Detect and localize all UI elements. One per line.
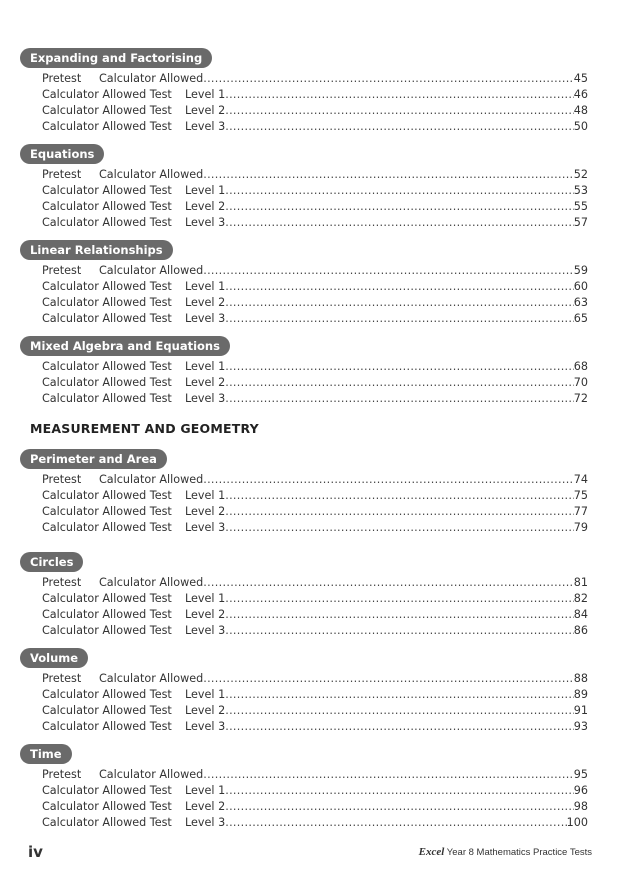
page-number-ref: 65 bbox=[573, 312, 588, 325]
dot-leader bbox=[225, 687, 574, 703]
dot-leader bbox=[203, 167, 574, 183]
dot-leader bbox=[225, 719, 574, 735]
entry-level: Calculator Allowed bbox=[99, 576, 204, 589]
entry-level: Calculator Allowed bbox=[99, 473, 204, 486]
page-number-ref: 89 bbox=[573, 688, 588, 701]
dot-leader bbox=[225, 488, 574, 504]
toc-entry[interactable] bbox=[42, 87, 588, 103]
toc-entry[interactable] bbox=[42, 783, 588, 799]
entry-type: Calculator Allowed Test bbox=[42, 704, 172, 717]
toc-entry[interactable] bbox=[42, 488, 588, 504]
toc-entry[interactable] bbox=[42, 520, 588, 536]
toc-entry[interactable] bbox=[42, 623, 588, 639]
dot-leader bbox=[225, 295, 574, 311]
entry-type: Calculator Allowed Test bbox=[42, 280, 172, 293]
dot-leader bbox=[203, 71, 574, 87]
dot-leader bbox=[225, 103, 574, 119]
dot-leader bbox=[225, 215, 574, 231]
entry-type: Calculator Allowed Test bbox=[42, 184, 172, 197]
entry-type: Pretest bbox=[42, 768, 82, 781]
page-number-ref: 93 bbox=[573, 720, 588, 733]
dot-leader bbox=[225, 199, 574, 215]
entry-level: Calculator Allowed bbox=[99, 168, 204, 181]
section-title: Expanding and Factorising bbox=[20, 48, 212, 68]
entry-level: Calculator Allowed bbox=[99, 72, 204, 85]
entry-type: Calculator Allowed Test bbox=[42, 505, 172, 518]
toc-entry[interactable] bbox=[42, 799, 588, 815]
entry-level: Level 1 bbox=[185, 688, 226, 701]
page-number-ref: 84 bbox=[573, 608, 588, 621]
entry-type: Calculator Allowed Test bbox=[42, 376, 172, 389]
dot-leader bbox=[225, 504, 574, 520]
entry-type: Pretest bbox=[42, 168, 82, 181]
page-number-ref: 100 bbox=[566, 816, 588, 829]
toc-entry[interactable] bbox=[42, 71, 588, 87]
entry-type: Calculator Allowed Test bbox=[42, 592, 172, 605]
dot-leader bbox=[225, 591, 574, 607]
toc-entry[interactable] bbox=[42, 295, 588, 311]
dot-leader bbox=[225, 607, 574, 623]
page-number-ref: 74 bbox=[573, 473, 588, 486]
dot-leader bbox=[225, 279, 574, 295]
dot-leader bbox=[203, 263, 574, 279]
toc-entry[interactable] bbox=[42, 687, 588, 703]
toc-entry[interactable] bbox=[42, 575, 588, 591]
entry-type: Pretest bbox=[42, 672, 82, 685]
toc-entry[interactable] bbox=[42, 703, 588, 719]
dot-leader bbox=[203, 472, 574, 488]
book-title: Year 8 Mathematics Practice Tests bbox=[446, 847, 592, 858]
dot-leader bbox=[203, 575, 574, 591]
toc-entry[interactable] bbox=[42, 719, 588, 735]
toc-entry[interactable] bbox=[42, 215, 588, 231]
toc-entry[interactable] bbox=[42, 391, 588, 407]
section-title: Linear Relationships bbox=[20, 240, 173, 260]
entry-type: Calculator Allowed Test bbox=[42, 688, 172, 701]
page-number-ref: 70 bbox=[573, 376, 588, 389]
entry-level: Calculator Allowed bbox=[99, 768, 204, 781]
entry-level: Level 3 bbox=[185, 120, 226, 133]
dot-leader bbox=[225, 375, 574, 391]
entry-level: Calculator Allowed bbox=[99, 672, 204, 685]
section-title: Circles bbox=[20, 552, 83, 572]
entry-type: Calculator Allowed Test bbox=[42, 120, 172, 133]
entry-level: Level 1 bbox=[185, 489, 226, 502]
dot-leader bbox=[225, 783, 574, 799]
page-number-ref: 48 bbox=[573, 104, 588, 117]
entry-level: Level 2 bbox=[185, 104, 226, 117]
dot-leader bbox=[225, 119, 574, 135]
entry-level: Level 1 bbox=[185, 592, 226, 605]
entry-level: Level 3 bbox=[185, 624, 226, 637]
entry-level: Level 2 bbox=[185, 296, 226, 309]
dot-leader bbox=[225, 799, 574, 815]
section-title: Equations bbox=[20, 144, 104, 164]
entry-type: Calculator Allowed Test bbox=[42, 392, 172, 405]
entry-type: Pretest bbox=[42, 576, 82, 589]
toc-entry[interactable] bbox=[42, 263, 588, 279]
dot-leader bbox=[225, 183, 574, 199]
page-number-ref: 95 bbox=[573, 768, 588, 781]
entry-level: Level 2 bbox=[185, 200, 226, 213]
toc-entry[interactable] bbox=[42, 591, 588, 607]
entry-level: Level 3 bbox=[185, 720, 226, 733]
toc-entry[interactable] bbox=[42, 671, 588, 687]
section-title: Volume bbox=[20, 648, 88, 668]
entry-level: Level 2 bbox=[185, 608, 226, 621]
dot-leader bbox=[203, 767, 574, 783]
entry-type: Calculator Allowed Test bbox=[42, 200, 172, 213]
page-number-ref: 79 bbox=[573, 521, 588, 534]
section-title: Mixed Algebra and Equations bbox=[20, 336, 230, 356]
entry-level: Level 2 bbox=[185, 505, 226, 518]
entry-level: Level 3 bbox=[185, 816, 226, 829]
toc-entry[interactable] bbox=[42, 167, 588, 183]
page-number-ref: 75 bbox=[573, 489, 588, 502]
dot-leader bbox=[225, 359, 574, 375]
page-number-ref: 50 bbox=[573, 120, 588, 133]
entry-type: Calculator Allowed Test bbox=[42, 816, 172, 829]
toc-entry[interactable] bbox=[42, 279, 588, 295]
toc-entry[interactable] bbox=[42, 359, 588, 375]
page-number-ref: 55 bbox=[573, 200, 588, 213]
dot-leader bbox=[203, 671, 574, 687]
toc-entry[interactable] bbox=[42, 311, 588, 327]
entry-level: Calculator Allowed bbox=[99, 264, 204, 277]
strand-heading: MEASUREMENT AND GEOMETRY bbox=[30, 421, 259, 436]
dot-leader bbox=[225, 815, 566, 831]
running-footer bbox=[419, 846, 592, 858]
page-number-ref: 96 bbox=[573, 784, 588, 797]
page-number-ref: 88 bbox=[573, 672, 588, 685]
entry-type: Pretest bbox=[42, 72, 82, 85]
page-number-ref: 45 bbox=[573, 72, 588, 85]
entry-type: Calculator Allowed Test bbox=[42, 216, 172, 229]
toc-entry[interactable] bbox=[42, 103, 588, 119]
page-number-ref: 60 bbox=[573, 280, 588, 293]
entry-type: Calculator Allowed Test bbox=[42, 608, 172, 621]
page-number-ref: 68 bbox=[573, 360, 588, 373]
dot-leader bbox=[225, 520, 574, 536]
dot-leader bbox=[225, 623, 574, 639]
entry-type: Calculator Allowed Test bbox=[42, 489, 172, 502]
toc-entry[interactable] bbox=[42, 767, 588, 783]
entry-level: Level 2 bbox=[185, 800, 226, 813]
entry-type: Calculator Allowed Test bbox=[42, 624, 172, 637]
entry-type: Pretest bbox=[42, 264, 82, 277]
entry-type: Calculator Allowed Test bbox=[42, 360, 172, 373]
entry-level: Level 3 bbox=[185, 312, 226, 325]
entry-type: Calculator Allowed Test bbox=[42, 720, 172, 733]
page-number-ref: 82 bbox=[573, 592, 588, 605]
entry-level: Level 2 bbox=[185, 376, 226, 389]
entry-level: Level 1 bbox=[185, 184, 226, 197]
entry-type: Calculator Allowed Test bbox=[42, 521, 172, 534]
page-number-ref: 63 bbox=[573, 296, 588, 309]
toc-entry[interactable] bbox=[42, 472, 588, 488]
page-number-ref: 98 bbox=[573, 800, 588, 813]
page-number-ref: 57 bbox=[573, 216, 588, 229]
toc-entry[interactable] bbox=[42, 183, 588, 199]
section-title: Perimeter and Area bbox=[20, 449, 167, 469]
toc-entry[interactable] bbox=[42, 375, 588, 391]
toc-entry[interactable] bbox=[42, 119, 588, 135]
entry-level: Level 3 bbox=[185, 521, 226, 534]
page-number-ref: 52 bbox=[573, 168, 588, 181]
page-number-ref: 77 bbox=[573, 505, 588, 518]
section-title: Time bbox=[20, 744, 72, 764]
entry-type: Calculator Allowed Test bbox=[42, 296, 172, 309]
toc-entry[interactable] bbox=[42, 504, 588, 520]
entry-type: Pretest bbox=[42, 473, 82, 486]
dot-leader bbox=[225, 391, 574, 407]
entry-level: Level 1 bbox=[185, 360, 226, 373]
page-number-ref: 53 bbox=[573, 184, 588, 197]
entry-level: Level 3 bbox=[185, 392, 226, 405]
entry-type: Calculator Allowed Test bbox=[42, 784, 172, 797]
page-number: iv bbox=[28, 843, 43, 861]
entry-type: Calculator Allowed Test bbox=[42, 312, 172, 325]
page-number-ref: 91 bbox=[573, 704, 588, 717]
entry-type: Calculator Allowed Test bbox=[42, 104, 172, 117]
entry-type: Calculator Allowed Test bbox=[42, 800, 172, 813]
page-number-ref: 59 bbox=[573, 264, 588, 277]
brand-name: Excel bbox=[418, 846, 445, 858]
entry-level: Level 3 bbox=[185, 216, 226, 229]
toc-entry[interactable] bbox=[42, 815, 588, 831]
toc-entry[interactable] bbox=[42, 607, 588, 623]
page-number-ref: 72 bbox=[573, 392, 588, 405]
entry-type: Calculator Allowed Test bbox=[42, 88, 172, 101]
dot-leader bbox=[225, 311, 574, 327]
dot-leader bbox=[225, 703, 574, 719]
page-number-ref: 81 bbox=[573, 576, 588, 589]
entry-level: Level 1 bbox=[185, 88, 226, 101]
entry-level: Level 1 bbox=[185, 280, 226, 293]
page-number-ref: 46 bbox=[573, 88, 588, 101]
dot-leader bbox=[225, 87, 574, 103]
toc-entry[interactable] bbox=[42, 199, 588, 215]
entry-level: Level 1 bbox=[185, 784, 226, 797]
page-number-ref: 86 bbox=[573, 624, 588, 637]
entry-level: Level 2 bbox=[185, 704, 226, 717]
